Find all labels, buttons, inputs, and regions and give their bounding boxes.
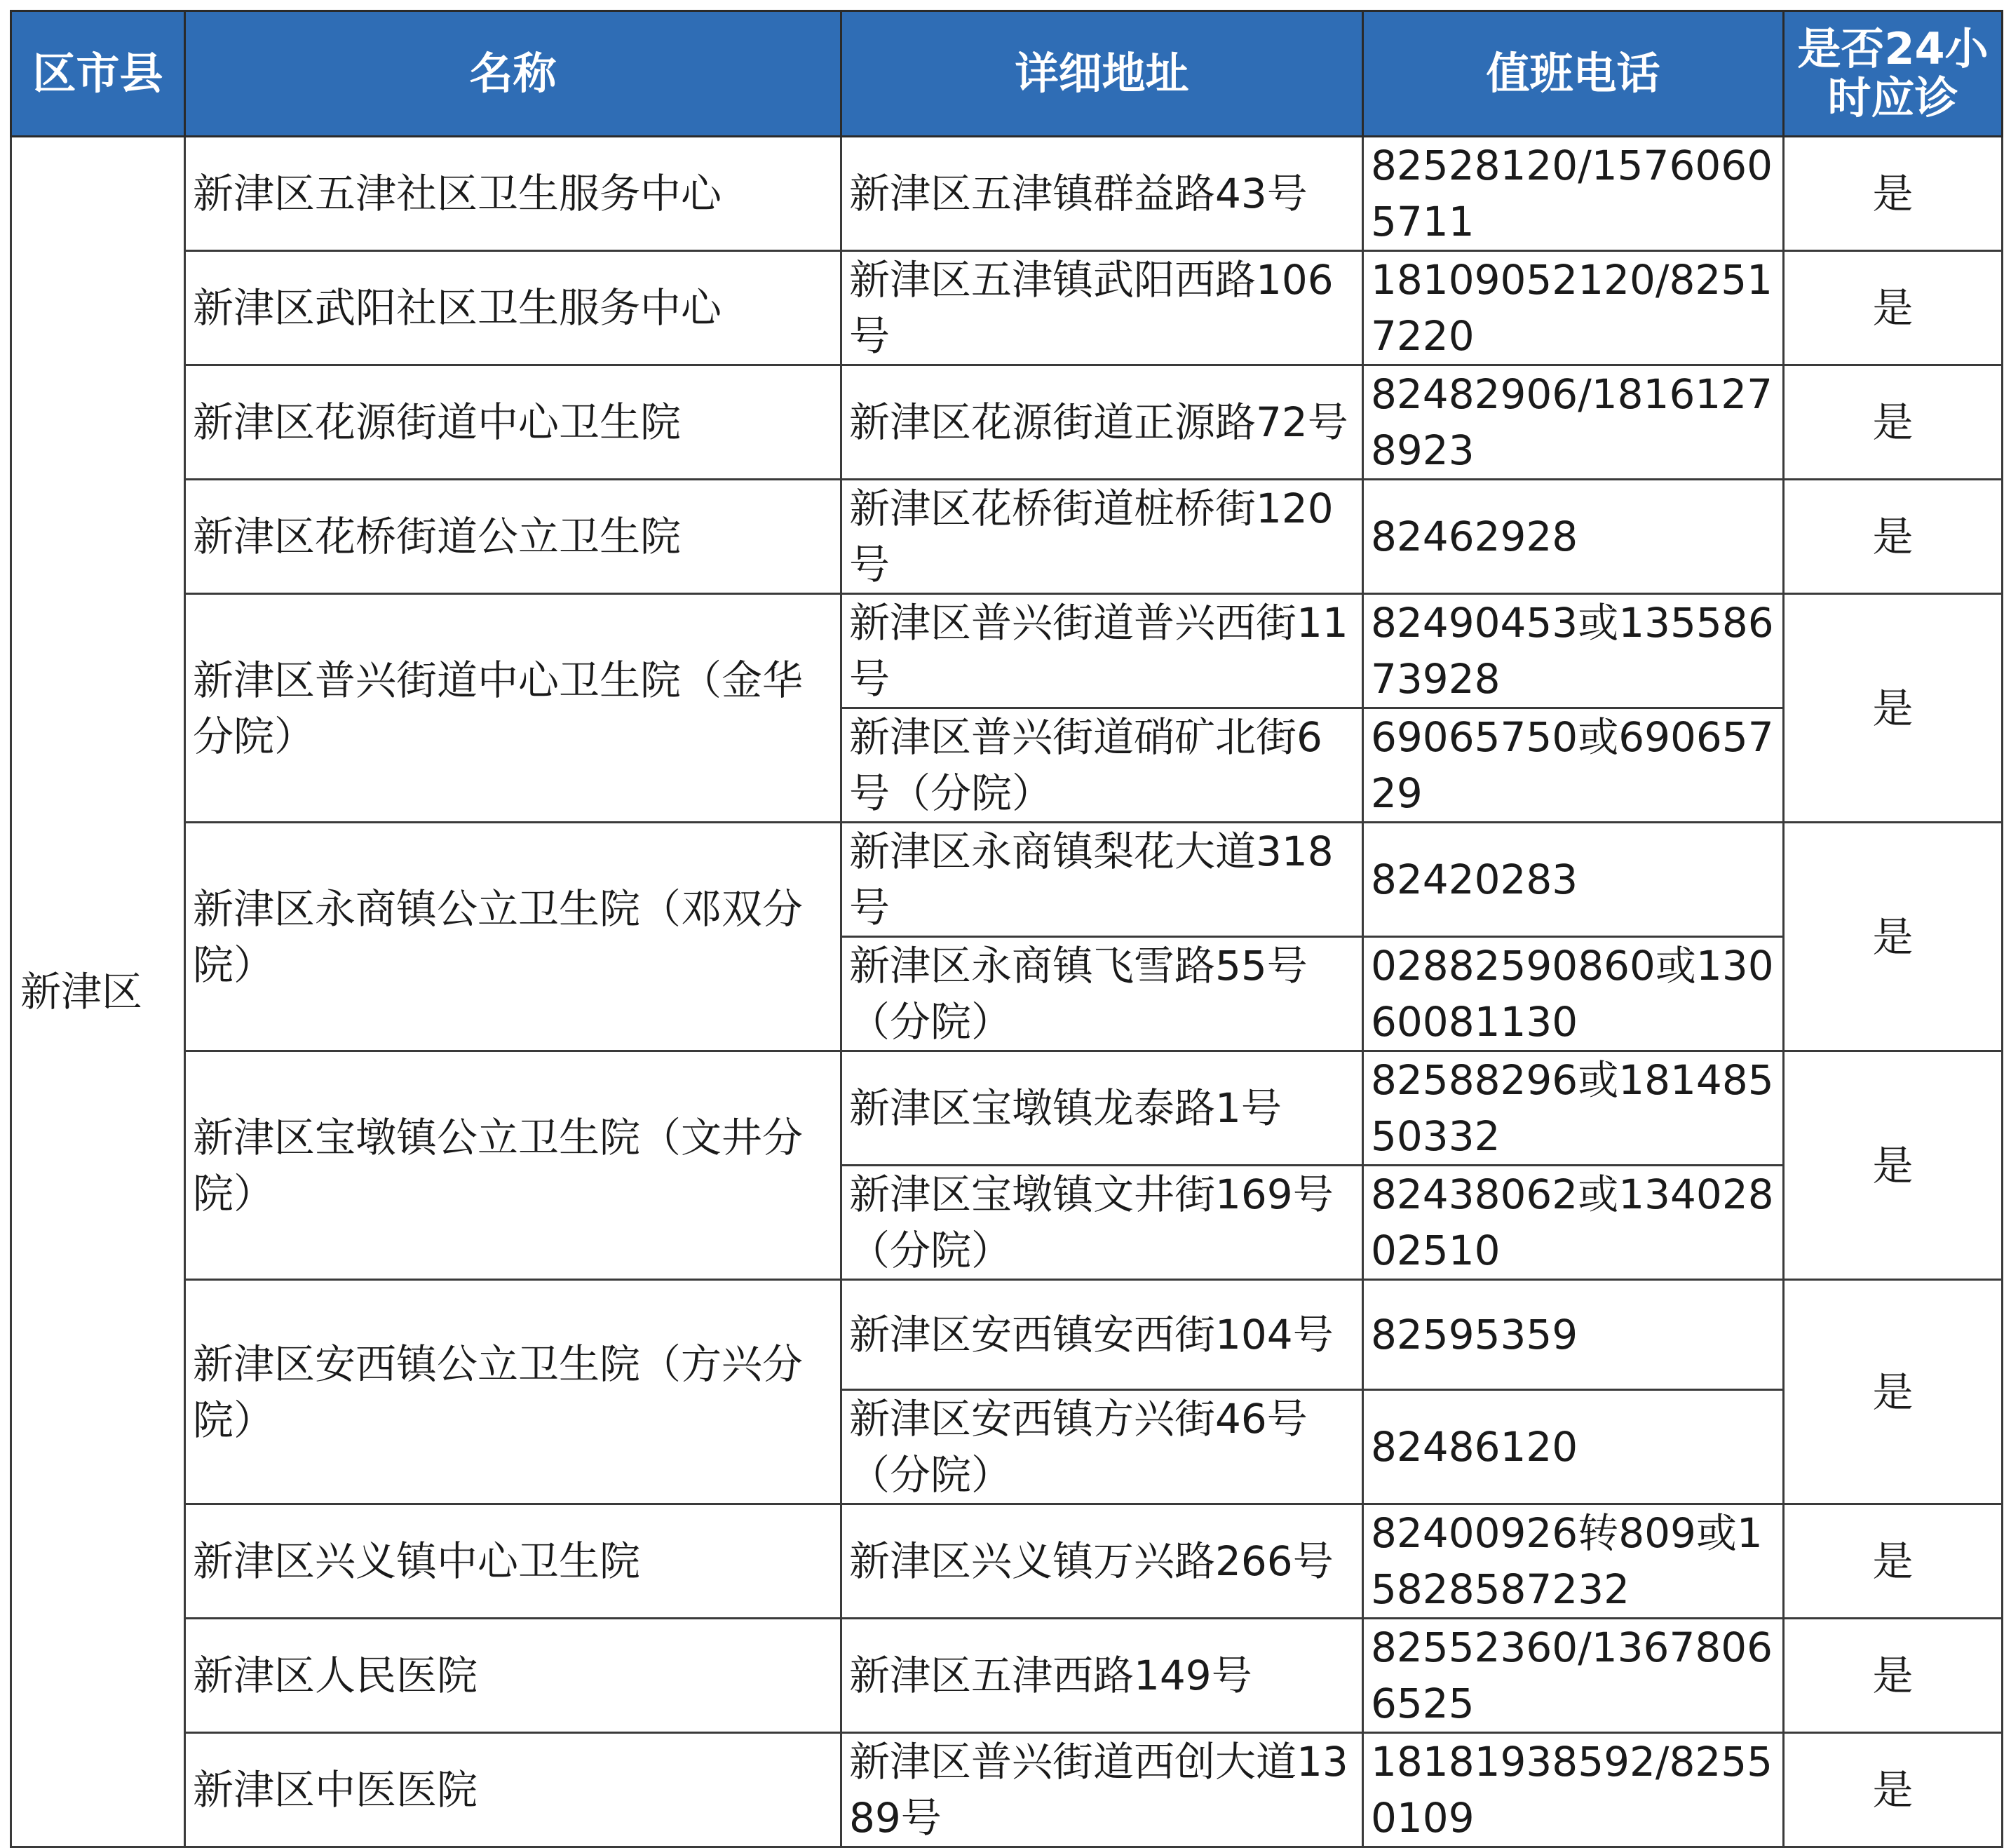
- header-address: 详细地址: [841, 11, 1363, 137]
- table-row: [11, 137, 2003, 251]
- header-24h: 是否24小时应诊: [1784, 11, 2003, 137]
- name-cell: 新津区花桥街道公立卫生院: [185, 480, 841, 594]
- 24h-cell: 是: [1784, 137, 2003, 251]
- table-row: [11, 823, 2003, 937]
- phone-cell: 18181938592/82550109: [1363, 1733, 1784, 1847]
- phone-cell: 18109052120/82517220: [1363, 251, 1784, 365]
- phone-cell: 82420283: [1363, 823, 1784, 937]
- table-row: [11, 480, 2003, 594]
- phone-cell: 69065750或69065729: [1363, 708, 1784, 823]
- 24h-cell: 是: [1784, 1619, 2003, 1733]
- 24h-cell: 是: [1784, 1280, 2003, 1504]
- header-name: 名称: [185, 11, 841, 137]
- address-cell: 新津区普兴街道硝矿北街6号（分院）: [841, 708, 1363, 823]
- table-container: [10, 10, 2003, 1848]
- address-cell: 新津区宝墩镇文井街169号（分院）: [841, 1166, 1363, 1280]
- header-row: [11, 11, 2003, 137]
- 24h-cell: 是: [1784, 480, 2003, 594]
- table-row: [11, 1619, 2003, 1733]
- header-phone: 值班电话: [1363, 11, 1784, 137]
- address-cell: 新津区普兴街道西创大道1389号: [841, 1733, 1363, 1847]
- name-cell: 新津区武阳社区卫生服务中心: [185, 251, 841, 365]
- phone-cell: 82400926转809或15828587232: [1363, 1504, 1784, 1619]
- address-cell: 新津区兴义镇万兴路266号: [841, 1504, 1363, 1619]
- table-row: [11, 251, 2003, 365]
- phone-cell: 82482906/18161278923: [1363, 365, 1784, 480]
- table-row: [11, 365, 2003, 480]
- phone-cell: 82595359: [1363, 1280, 1784, 1390]
- address-cell: 新津区安西镇方兴街46号（分院）: [841, 1390, 1363, 1504]
- 24h-cell: 是: [1784, 251, 2003, 365]
- address-cell: 新津区花桥街道桩桥街120号: [841, 480, 1363, 594]
- phone-cell: 82552360/13678066525: [1363, 1619, 1784, 1733]
- phone-cell: 82588296或18148550332: [1363, 1051, 1784, 1166]
- 24h-cell: 是: [1784, 365, 2003, 480]
- phone-cell: 82462928: [1363, 480, 1784, 594]
- district-cell: 新津区: [11, 137, 185, 1847]
- name-cell: 新津区普兴街道中心卫生院（金华分院）: [185, 594, 841, 823]
- address-cell: 新津区永商镇飞雪路55号（分院）: [841, 937, 1363, 1051]
- table-row: [11, 594, 2003, 708]
- 24h-cell: 是: [1784, 594, 2003, 823]
- address-cell: 新津区花源街道正源路72号: [841, 365, 1363, 480]
- table-row: [11, 1733, 2003, 1847]
- name-cell: 新津区永商镇公立卫生院（邓双分院）: [185, 823, 841, 1051]
- 24h-cell: 是: [1784, 823, 2003, 1051]
- 24h-cell: 是: [1784, 1051, 2003, 1280]
- address-cell: 新津区安西镇安西街104号: [841, 1280, 1363, 1390]
- table-row: [11, 1051, 2003, 1166]
- address-cell: 新津区宝墩镇龙泰路1号: [841, 1051, 1363, 1166]
- name-cell: 新津区安西镇公立卫生院（方兴分院）: [185, 1280, 841, 1504]
- address-cell: 新津区普兴街道普兴西街11号: [841, 594, 1363, 708]
- phone-cell: 82490453或13558673928: [1363, 594, 1784, 708]
- phone-cell: 82486120: [1363, 1390, 1784, 1504]
- name-cell: 新津区中医医院: [185, 1733, 841, 1847]
- header-district: 区市县: [11, 11, 185, 137]
- phone-cell: 82438062或13402802510: [1363, 1166, 1784, 1280]
- address-cell: 新津区五津镇武阳西路106号: [841, 251, 1363, 365]
- phone-cell: 02882590860或13060081130: [1363, 937, 1784, 1051]
- name-cell: 新津区兴义镇中心卫生院: [185, 1504, 841, 1619]
- name-cell: 新津区花源街道中心卫生院: [185, 365, 841, 480]
- 24h-cell: 是: [1784, 1504, 2003, 1619]
- address-cell: 新津区五津西路149号: [841, 1619, 1363, 1733]
- 24h-cell: 是: [1784, 1733, 2003, 1847]
- address-cell: 新津区五津镇群益路43号: [841, 137, 1363, 251]
- name-cell: 新津区五津社区卫生服务中心: [185, 137, 841, 251]
- name-cell: 新津区人民医院: [185, 1619, 841, 1733]
- table-row: [11, 1280, 2003, 1390]
- name-cell: 新津区宝墩镇公立卫生院（文井分院）: [185, 1051, 841, 1280]
- address-cell: 新津区永商镇梨花大道318号: [841, 823, 1363, 937]
- table-row: [11, 1504, 2003, 1619]
- phone-cell: 82528120/15760605711: [1363, 137, 1784, 251]
- hospital-table: [10, 10, 2003, 1848]
